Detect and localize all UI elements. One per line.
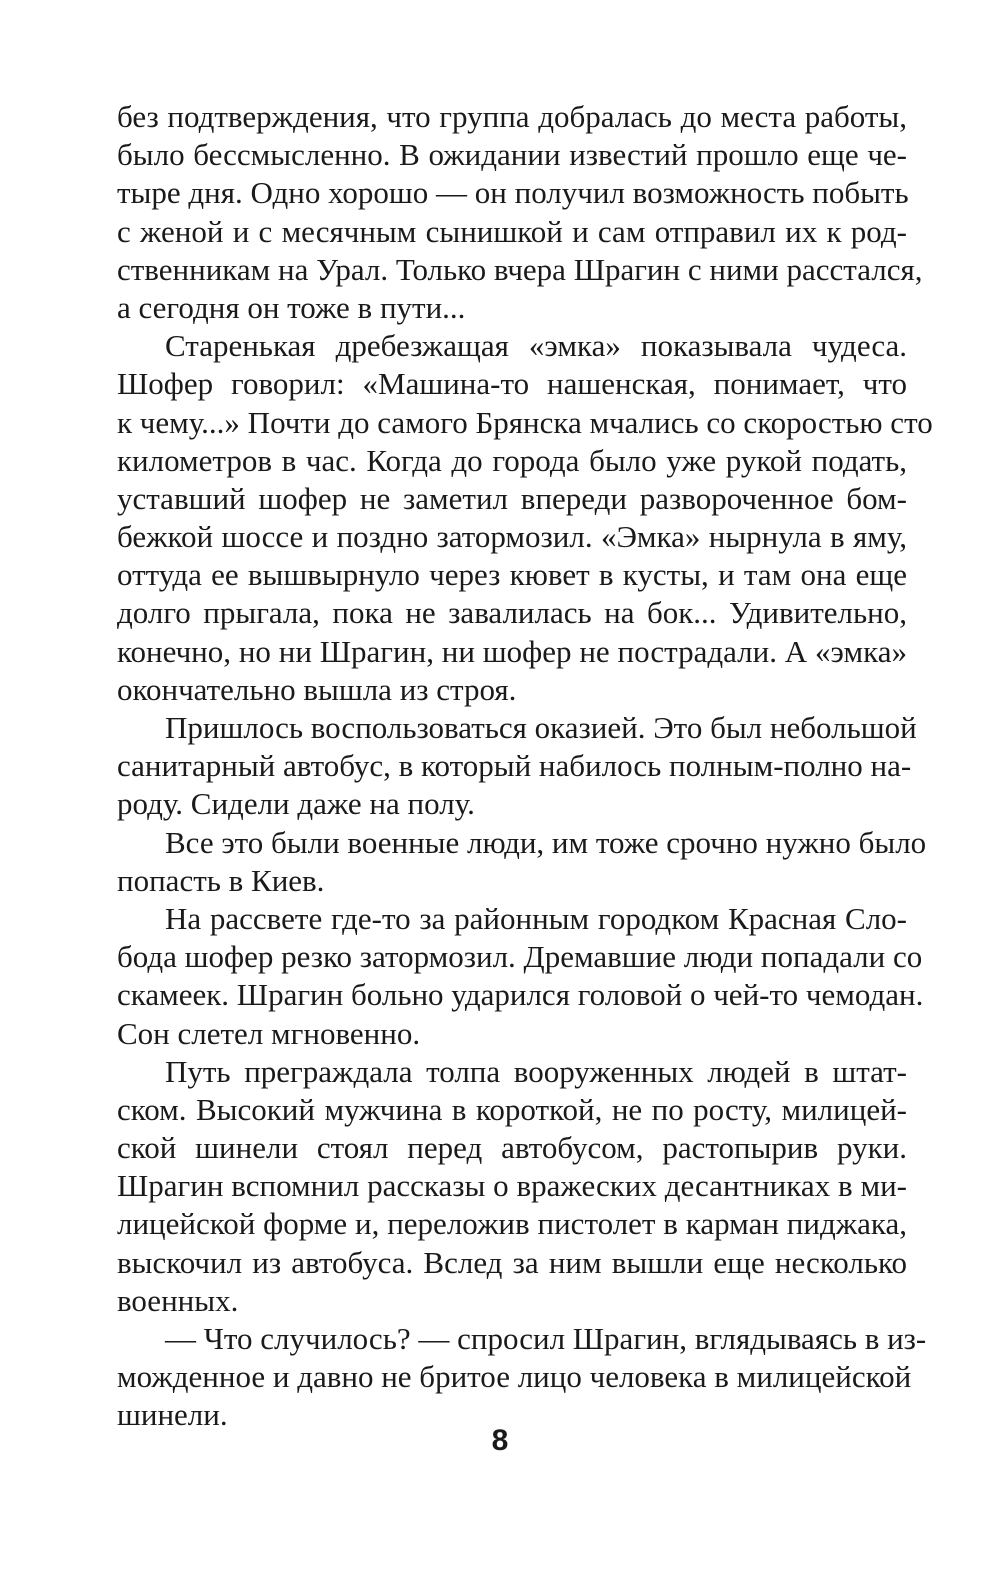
page-number: 8 [491, 1424, 509, 1457]
paragraph-4 [117, 824, 927, 900]
text-line: а сегодня он тоже в пути... [117, 289, 466, 325]
text-line: с женой и с месячным сынишкой и сам отправил их к род- [117, 213, 907, 249]
text-line: без подтверждения, что группа добралась до места работы, [117, 99, 907, 134]
text-line: — Что случилось? — спросил Шрагин, вглядываясь в из- [165, 1321, 927, 1356]
paragraph-3 [117, 709, 917, 824]
text-line: уставший шофер не заметил впереди развороченное бом- [117, 480, 907, 516]
text-line: Сон слетел мгновенно. [117, 1015, 421, 1051]
text-line: Шофер говорил: «Машина-то нашенская, понимает, что [117, 366, 907, 402]
text-line: санитарный автобус, в который набилось полным-полно на- [117, 748, 912, 784]
book-page-text [117, 98, 933, 1435]
paragraph-7 [117, 1320, 927, 1435]
text-line: бода шофер резко затормозил. Дремавшие люди попадали со [117, 939, 923, 975]
paragraph-2 [117, 327, 933, 709]
text-line: ской шинели стоял перед автобусом, растопырив руки. [117, 1130, 907, 1166]
text-line: ском. Высокий мужчина в короткой, не по росту, милицей- [117, 1091, 907, 1127]
text-line: долго прыгала, пока не завалилась на бок... Удивительно, [117, 595, 907, 631]
text-line: Шрагин вспомнил рассказы о вражеских десантниках в ми- [117, 1168, 907, 1204]
text-line: роду. Сидели даже на полу. [117, 786, 475, 822]
text-line: оттуда ее вышвырнуло через кювет в кусты, и там она еще [117, 557, 907, 593]
text-line: лицейской форме и, переложив пистолет в карман пиджака, [117, 1206, 907, 1242]
text-line: попасть в Киев. [117, 862, 325, 898]
text-line: тыре дня. Одно хорошо — он получил возможность побыть [117, 175, 909, 211]
text-line: можденное и давно не бритое лицо человека в милицейской [117, 1359, 912, 1395]
text-line: военных. [117, 1282, 239, 1318]
text-line: ственникам на Урал. Только вчера Шрагин с ними расстался, [117, 251, 923, 287]
text-line: окончательно вышла из строя. [117, 671, 517, 707]
text-line: Все это были военные люди, им тоже срочно нужно было [165, 824, 927, 860]
paragraph-1 [117, 98, 923, 327]
text-line: Путь преграждала толпа вооруженных людей в штат- [165, 1053, 907, 1089]
text-line: Пришлось воспользоваться оказией. Это был небольшой [165, 710, 917, 745]
text-line: Старенькая дребезжащая «эмка» показывала чудеса. [165, 328, 907, 364]
text-line: скамеек. Шрагин больно ударился головой о чей-то чемодан. [117, 977, 924, 1013]
text-line: шинели. [117, 1397, 228, 1433]
text-line: выскочил из автобуса. Вслед за ним вышли еще несколько [117, 1244, 907, 1280]
text-line: километров в час. Когда до города было уже рукой подать, [117, 442, 907, 478]
text-line: конечно, но ни Шрагин, ни шофер не пострадали. А «эмка» [117, 633, 907, 669]
text-line: было бессмысленно. В ожидании известий прошло еще че- [117, 137, 907, 173]
paragraph-5 [117, 900, 924, 1053]
text-line: к чему...» Почти до самого Брянска мчались со скоростью сто [117, 404, 933, 440]
text-line: На рассвете где-то за районным городком Красная Сло- [165, 900, 907, 936]
text-line: бежкой шоссе и поздно затормозил. «Эмка» нырнула в яму, [117, 519, 907, 555]
paragraph-6 [117, 1053, 907, 1320]
